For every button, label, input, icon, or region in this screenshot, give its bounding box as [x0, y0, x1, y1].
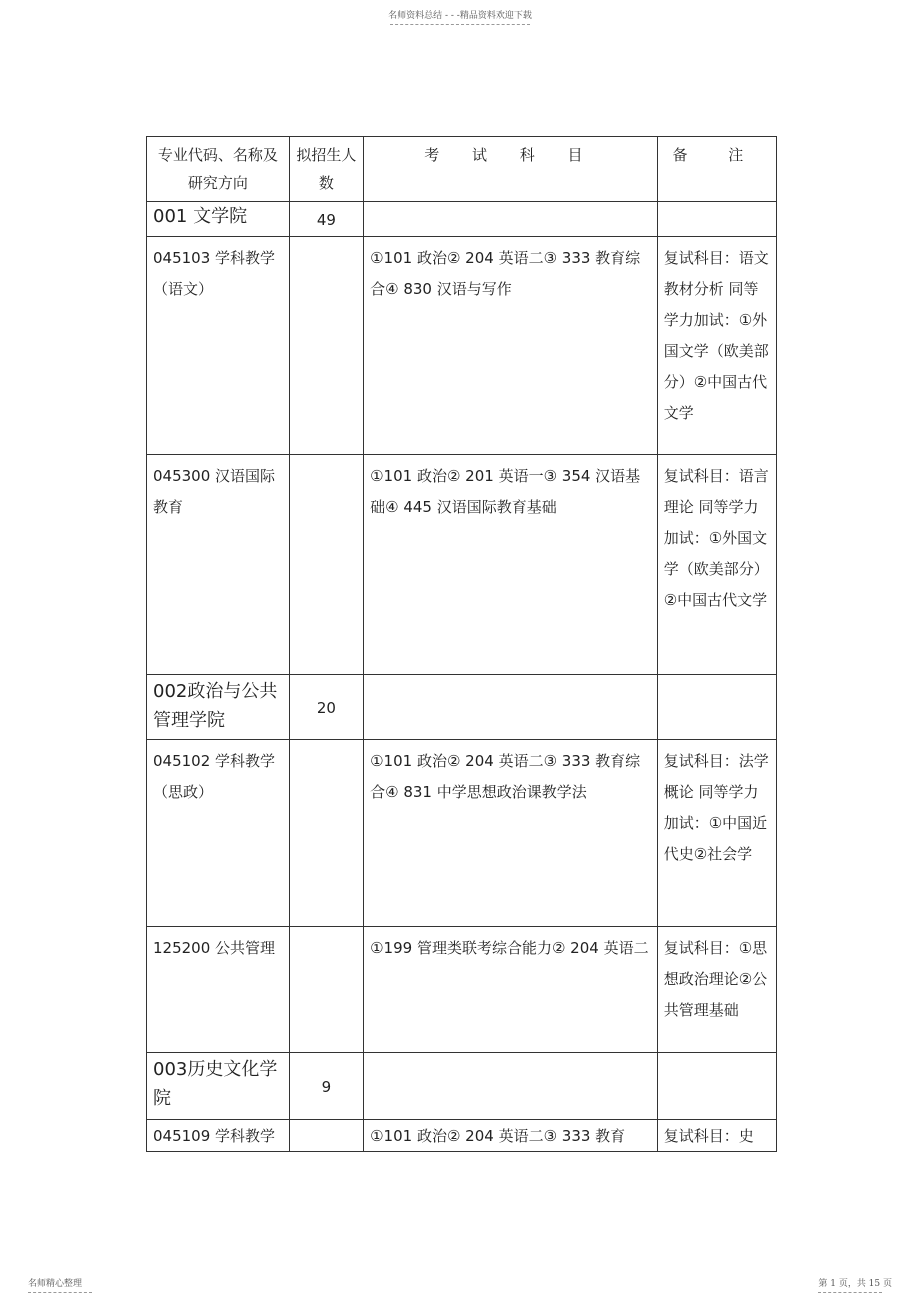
- major-name: 045300 汉语国际教育: [147, 455, 290, 675]
- enrollment-count: [289, 927, 363, 1053]
- remarks: 复试科目：语文教材分析 同等学力加试：①外国文学（欧美部分）②中国古代文学: [657, 237, 776, 455]
- enrollment-count: 49: [289, 202, 363, 237]
- footer-left-text: 名师精心整理: [28, 1279, 83, 1289]
- exam-subjects: [364, 1053, 658, 1120]
- remarks: 复试科目：法学概论 同等学力加试：①中国近代史②社会学: [657, 740, 776, 927]
- exam-subjects: ①101 政治② 204 英语二③ 333 教育: [364, 1120, 658, 1152]
- remarks: [657, 1053, 776, 1120]
- remarks: 复试科目：史: [657, 1120, 776, 1152]
- table-row: [147, 675, 777, 740]
- column-header-notes: 备 注: [657, 137, 776, 202]
- table-row: [147, 1120, 777, 1152]
- major-name: 045103 学科教学（语文）: [147, 237, 290, 455]
- table-row: [147, 455, 777, 675]
- table-row: [147, 202, 777, 237]
- remarks: 复试科目：语言理论 同等学力加试：①外国文学（欧美部分）②中国古代文学: [657, 455, 776, 675]
- enrollment-count: 20: [289, 675, 363, 740]
- college-name: 001 文学院: [147, 202, 290, 237]
- footer-right-divider: [818, 1292, 882, 1293]
- column-header-major: 专业代码、名称及研究方向: [147, 137, 290, 202]
- enrollment-count: 9: [289, 1053, 363, 1120]
- column-header-count: 拟招生人数: [289, 137, 363, 202]
- enrollment-count: [289, 237, 363, 455]
- table-header-row: [147, 137, 777, 202]
- exam-subjects: ①101 政治② 204 英语二③ 333 教育综合④ 830 汉语与写作: [364, 237, 658, 455]
- page-header: [0, 8, 920, 25]
- remarks: [657, 202, 776, 237]
- college-name: 003历史文化学院: [147, 1053, 290, 1120]
- major-name: 125200 公共管理: [147, 927, 290, 1053]
- admission-table: [146, 136, 777, 1152]
- exam-subjects: [364, 202, 658, 237]
- footer-left: [28, 1276, 92, 1293]
- table-row: [147, 927, 777, 1053]
- footer-right: [818, 1276, 892, 1293]
- remarks: [657, 675, 776, 740]
- table-row: [147, 1053, 777, 1120]
- enrollment-count: [289, 1120, 363, 1152]
- exam-subjects: [364, 675, 658, 740]
- college-name: 002政治与公共管理学院: [147, 675, 290, 740]
- header-divider: [390, 24, 530, 25]
- exam-subjects: ①101 政治② 201 英语一③ 354 汉语基础④ 445 汉语国际教育基础: [364, 455, 658, 675]
- enrollment-count: [289, 740, 363, 927]
- table-row: [147, 740, 777, 927]
- exam-subjects: ①199 管理类联考综合能力② 204 英语二: [364, 927, 658, 1053]
- remarks: 复试科目：①思想政治理论②公共管理基础: [657, 927, 776, 1053]
- page-number: 第 1 页，共 15 页: [818, 1279, 892, 1289]
- column-header-subjects: 考 试 科 目: [364, 137, 658, 202]
- exam-subjects: ①101 政治② 204 英语二③ 333 教育综合④ 831 中学思想政治课教学法: [364, 740, 658, 927]
- major-name: 045102 学科教学（思政）: [147, 740, 290, 927]
- table-row: [147, 237, 777, 455]
- enrollment-count: [289, 455, 363, 675]
- footer-left-divider: [28, 1292, 92, 1293]
- major-name: 045109 学科教学: [147, 1120, 290, 1152]
- header-title: 名师资料总结 - - -精品资料欢迎下载: [388, 11, 532, 21]
